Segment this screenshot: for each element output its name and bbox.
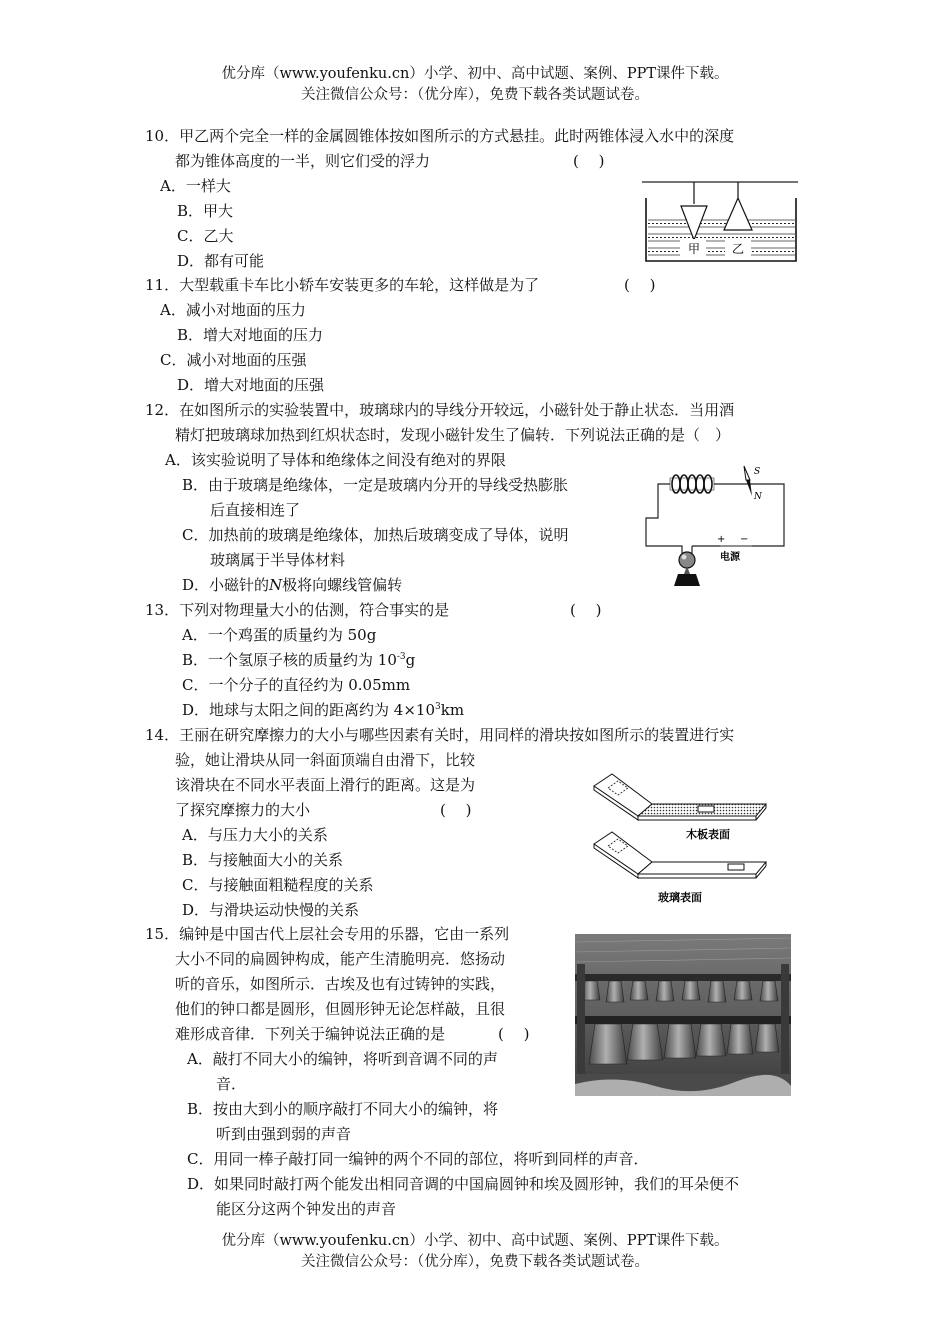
q14-option-c: C．与接触面粗糙程度的关系 [182, 876, 374, 894]
q10-cone-figure [640, 178, 800, 264]
q12-circuit-figure [640, 462, 790, 590]
q11-option-d: D．增大对地面的压强 [177, 376, 325, 394]
q13-stem: 13．下列对物理量大小的估测，符合事实的是 [145, 601, 450, 619]
q12-option-b-line-1: B．由于玻璃是绝缘体，一定是玻璃内分开的导线受热膨胀 [182, 476, 569, 494]
q15-stem-line-2: 大小不同的扁圆钟构成，能产生清脆明亮．悠扬动 [175, 950, 506, 968]
q14-option-a: A．与压力大小的关系 [182, 826, 328, 844]
q13-answer-paren: ( ) [570, 601, 602, 619]
q15-stem-line-1: 15．编钟是中国古代上层社会专用的乐器，它由一系列 [145, 925, 510, 943]
q14-label-glass: 玻璃表面 [658, 891, 702, 904]
q12-option-d: D．小磁针的N极将向螺线管偏转 [182, 576, 403, 594]
q12-label-s: S [754, 467, 761, 477]
q15-option-b-line-2: 听到由强到弱的声音 [216, 1125, 352, 1143]
q12-label-plus: + [717, 534, 726, 545]
q12-label-n: N [754, 492, 762, 502]
q12-label-power: 电源 [720, 552, 740, 563]
q10-option-c: C．乙大 [177, 227, 234, 245]
q13-option-a: A．一个鸡蛋的质量约为 50g [182, 626, 377, 644]
q12-option-b-line-2: 后直接相连了 [210, 501, 301, 519]
header-line-2: 关注微信公众号：（优分库），免费下载各类试题试卷。 [301, 87, 649, 103]
q14-option-b: B．与接触面大小的关系 [182, 851, 344, 869]
q15-option-d-line-2: 能区分这两个钟发出的声音 [216, 1200, 397, 1218]
q14-stem-line-1: 14．王丽在研究摩擦力的大小与哪些因素有关时，用同样的滑块按如图所示的装置进行实 [145, 726, 735, 744]
q12-stem-line-1: 12．在如图所示的实验装置中，玻璃球内的导线分开较远，小磁针处于静止状态．当用酒 [145, 401, 735, 419]
q14-stem-line-2: 验，她让滑块从同一斜面顶端自由滑下，比较 [175, 751, 476, 769]
q11-option-c: C．减小对地面的压强 [160, 351, 307, 369]
q14-option-d: D．与滑块运动快慢的关系 [182, 901, 360, 919]
q12-option-a: A．该实验说明了导体和绝缘体之间没有绝对的界限 [165, 451, 506, 469]
q12-label-minus: − [740, 534, 749, 545]
q11-stem: 11．大型载重卡车比小轿车安装更多的车轮，这样做是为了 [145, 276, 540, 294]
q11-option-a: A．减小对地面的压力 [160, 301, 306, 319]
q15-option-a-line-2: 音． [216, 1075, 247, 1093]
q15-option-c: C．用同一棒子敲打同一编钟的两个不同的部位，将听到同样的声音． [187, 1150, 649, 1168]
q14-incline-figure [590, 764, 770, 912]
q14-label-wood: 木板表面 [686, 828, 730, 841]
q15-stem-line-4: 他们的钟口都是圆形，但圆形钟无论怎样敲，且很 [175, 1000, 506, 1018]
q10-stem-line-1: 10．甲乙两个完全一样的金属圆锥体按如图所示的方式悬挂。此时两锥体浸入水中的深度 [145, 127, 735, 145]
q13-option-d: D．地球与太阳之间的距离约为 $4\times 10^3km$ [182, 701, 465, 719]
q11-answer-paren: ( ) [624, 276, 656, 294]
q13-option-c: C．一个分子的直径约为 0.05mm [182, 676, 411, 694]
q15-stem-line-3: 听的音乐，如图所示．古埃及也有过铸钟的实践， [175, 975, 506, 993]
q14-stem-line-4: 了探究摩擦力的大小 [175, 801, 311, 819]
q15-bianzhong-photo [575, 934, 791, 1096]
q10-answer-paren: ( ) [573, 152, 605, 170]
q12-option-c-line-1: C．加热前的玻璃是绝缘体，加热后玻璃变成了导体，说明 [182, 526, 569, 544]
header-line-1: 优分库（www.youfenku.cn）小学、初中、高中试题、案例、PPT课件下载。 [221, 66, 729, 82]
q12-option-c-line-2: 玻璃属于半导体材料 [210, 551, 346, 569]
q11-option-b: B．增大对地面的压力 [177, 326, 324, 344]
q10-stem-line-2: 都为锥体高度的一半，则它们受的浮力 [175, 152, 431, 170]
q10-option-d: D．都有可能 [177, 252, 265, 270]
q14-answer-paren: ( ) [440, 801, 472, 819]
q15-answer-paren: ( ) [498, 1025, 530, 1043]
footer-line-1: 优分库（www.youfenku.cn）小学、初中、高中试题、案例、PPT课件下载。 [221, 1233, 729, 1249]
q10-label-jia: 甲 [688, 242, 701, 256]
q13-option-b: B．一个氢原子核的质量约为 $10^{-3}g$ [182, 651, 416, 669]
q15-option-a-line-1: A．敲打不同大小的编钟，将听到音调不同的声 [187, 1050, 498, 1068]
q15-option-d-line-1: D．如果同时敲打两个能发出相同音调的中国扁圆钟和埃及圆形钟，我们的耳朵便不 [187, 1175, 740, 1193]
q15-stem-line-5: 难形成音律．下列关于编钟说法正确的是 [175, 1025, 446, 1043]
q15-option-b-line-1: B．按由大到小的顺序敲打不同大小的编钟，将 [187, 1100, 499, 1118]
q10-option-a: A．一样大 [160, 177, 231, 195]
q14-stem-line-3: 该滑块在不同水平表面上滑行的距离。这是为 [175, 776, 476, 794]
q10-label-yi: 乙 [732, 242, 745, 256]
q12-stem-line-2: 精灯把玻璃球加热到红炽状态时，发现小磁针发生了偏转．下列说法正确的是（ ） [175, 426, 731, 444]
q10-option-b: B．甲大 [177, 202, 234, 220]
footer-line-2: 关注微信公众号：（优分库），免费下载各类试题试卷。 [301, 1254, 649, 1270]
